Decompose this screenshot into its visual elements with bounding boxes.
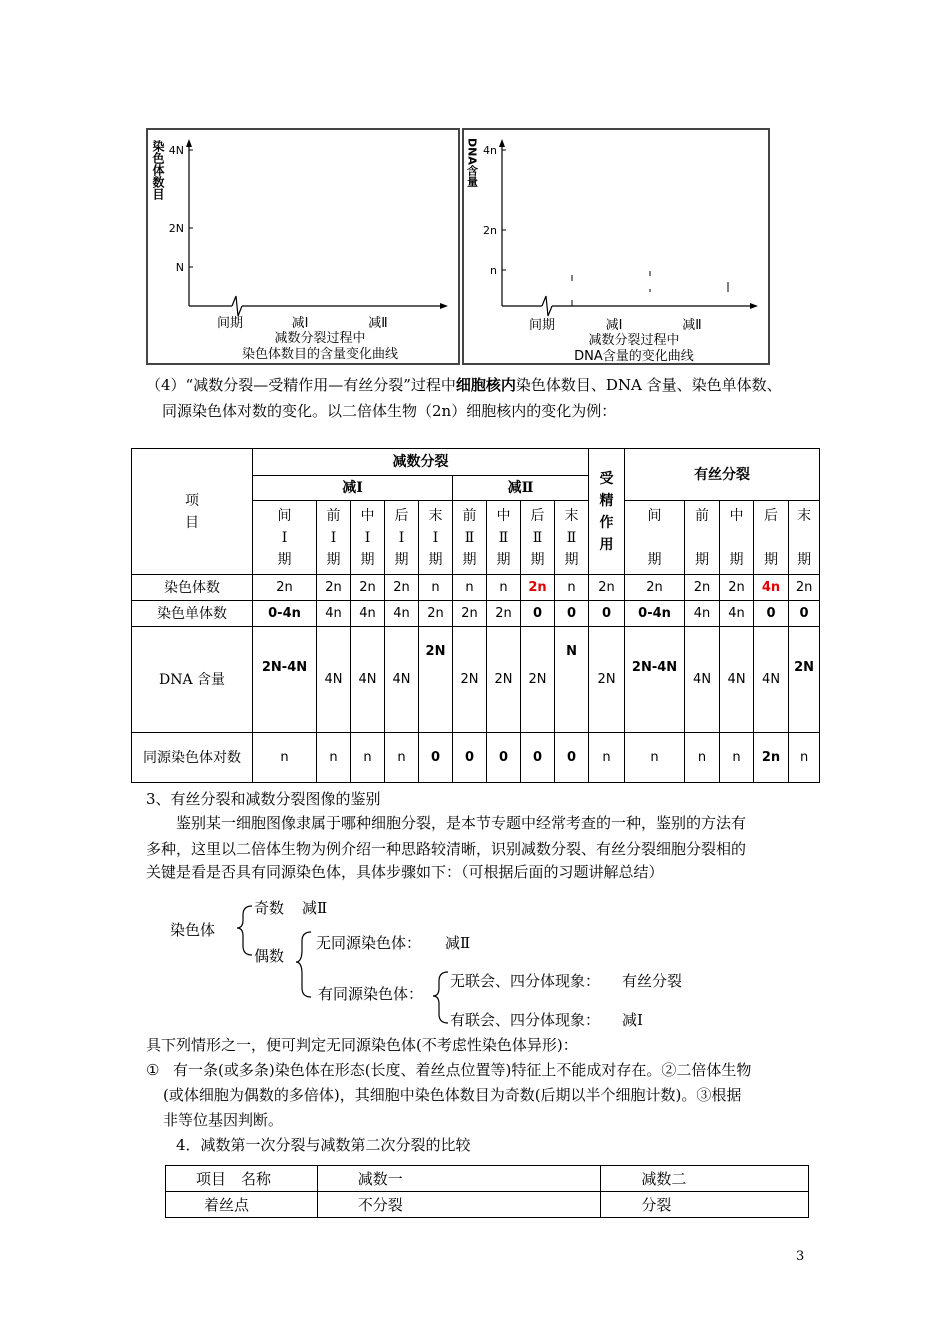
tree-no-homolog: 无同源染色体： — [316, 934, 422, 952]
row-label: DNA 含量 — [132, 627, 253, 733]
cmp-header-m1: 减数一 — [317, 1166, 601, 1192]
value-cell: 2n — [720, 575, 754, 601]
y-tick-label: 4N — [168, 144, 184, 157]
section3-title: 3、有丝分裂和减数分裂图像的鉴别 — [146, 790, 381, 808]
para4-prefix: （4）“减数分裂—受精作用—有丝分裂”过程中 — [146, 376, 456, 394]
criteria-line: 非等位基因判断。 — [163, 1111, 284, 1129]
value-cell-highlight: 2n — [521, 575, 555, 601]
y-axis-label: DNA含量 — [465, 138, 479, 187]
comparison-table — [165, 1165, 809, 1218]
cmp-header-item: 项目 名称 — [166, 1166, 318, 1192]
chart-title-line2: DNA含量的变化曲线 — [574, 349, 694, 363]
value-cell: 2n — [685, 575, 720, 601]
criteria-line: (或体细胞为偶数的多倍体)，其细胞中染色体数目为奇数(后期以半个细胞计数)。③根据 — [163, 1086, 742, 1104]
row-label: 染色体数 — [132, 575, 253, 601]
tree-has-homolog: 有同源染色体： — [318, 985, 424, 1003]
value-cell: 2n — [625, 575, 685, 601]
chart-dna-panel — [462, 128, 770, 365]
brace-even — [296, 932, 311, 997]
value-cell: n — [720, 733, 754, 783]
chart-chromosome-panel — [146, 128, 460, 365]
value-cell: 4n — [685, 601, 720, 627]
x-stage-label: 减Ⅰ — [605, 318, 623, 333]
value-cell: 2n — [487, 601, 521, 627]
y-tick-label: 4n — [483, 144, 497, 157]
y-tick-label: 2n — [483, 224, 497, 237]
brace-root — [237, 906, 252, 955]
cmp-cell: 着丝点 — [166, 1192, 318, 1218]
criteria-num: ① — [146, 1061, 160, 1079]
value-cell: 2n — [453, 601, 487, 627]
y-tick-label: n — [490, 264, 497, 277]
row-dna — [132, 627, 820, 733]
meiosis-header: 减数分裂 — [253, 449, 589, 476]
value-cell: 2N — [789, 627, 820, 733]
phase-cell: 前 Ⅰ 期 — [317, 501, 351, 575]
value-cell: 0-4n — [253, 601, 317, 627]
tree-root: 染色体 — [170, 921, 216, 939]
value-cell: n — [253, 733, 317, 783]
table-row — [166, 1192, 809, 1218]
chart-chromosome — [148, 130, 458, 363]
value-cell: 0 — [521, 601, 555, 627]
value-cell: 4n — [720, 601, 754, 627]
value-cell: 0 — [789, 601, 820, 627]
para4-bold: 细胞核内 — [455, 376, 516, 394]
brace-homolog — [433, 972, 448, 1023]
phase-cell: 间 期 — [625, 501, 685, 575]
value-cell: 4N — [685, 627, 720, 733]
criteria-intro: 具下列情形之一，便可判定无同源染色体(不考虑性染色体异形)： — [146, 1036, 578, 1054]
item-header: 项 目 — [132, 449, 253, 575]
value-cell: 0 — [754, 601, 789, 627]
chart-dna — [464, 130, 768, 363]
value-cell: 0-4n — [625, 601, 685, 627]
phase-cell: 中 Ⅱ 期 — [487, 501, 521, 575]
x-stage-label: 间期 — [528, 318, 556, 333]
phase-cell: 中 Ⅰ 期 — [351, 501, 385, 575]
phase-cell: 后 Ⅰ 期 — [385, 501, 419, 575]
para4-suffix: 染色体数目、DNA 含量、染色单体数、 — [515, 376, 782, 394]
value-cell: n — [625, 733, 685, 783]
mitosis-header: 有丝分裂 — [625, 449, 820, 501]
phase-cell: 末 期 — [789, 501, 820, 575]
section3-line: 关键是看是否具有同源染色体，具体步骤如下：（可根据后面的习题讲解总结） — [146, 863, 664, 881]
row-label: 同源染色体对数 — [132, 733, 253, 783]
value-cell: 0 — [419, 733, 453, 783]
chart-title-line1: 减数分裂过程中 — [588, 333, 680, 348]
value-cell: n — [385, 733, 419, 783]
value-cell: 4N — [754, 627, 789, 733]
value-cell: 2N — [453, 627, 487, 733]
value-cell: 0 — [453, 733, 487, 783]
tree-no-synapsis-result: 有丝分裂 — [622, 972, 683, 990]
y-axis-arrow — [499, 139, 505, 147]
value-cell: 0 — [555, 601, 589, 627]
value-cell: 2n — [789, 575, 820, 601]
value-cell: 2N-4N — [625, 627, 685, 733]
value-cell: n — [555, 575, 589, 601]
y-tick-label: N — [175, 261, 184, 274]
phase-cell: 后 期 — [754, 501, 789, 575]
comparison-header-row — [166, 1166, 809, 1192]
value-cell: 2n — [385, 575, 419, 601]
y-tick-label: 2N — [168, 222, 184, 235]
tree-no-synapsis: 无联会、四分体现象： — [450, 972, 601, 990]
value-cell: 2N — [487, 627, 521, 733]
value-cell: n — [419, 575, 453, 601]
value-cell: 0 — [521, 733, 555, 783]
value-cell: n — [317, 733, 351, 783]
value-cell: 2n — [253, 575, 317, 601]
row-homolog — [132, 733, 820, 783]
x-axis-arrow — [440, 303, 448, 309]
value-cell: 4N — [317, 627, 351, 733]
tree-odd: 奇数 — [254, 899, 285, 917]
para4-line1 — [146, 372, 782, 398]
value-cell: n — [351, 733, 385, 783]
row-label: 染色单体数 — [132, 601, 253, 627]
value-cell: 4N — [720, 627, 754, 733]
tree-has-synapsis: 有联会、四分体现象： — [450, 1011, 601, 1029]
value-cell: n — [789, 733, 820, 783]
phase-cell: 前 期 — [685, 501, 720, 575]
value-cell: 2N — [521, 627, 555, 733]
para4-line2: 同源染色体对数的变化。以二倍体生物（2n）细胞核内的变化为例： — [162, 402, 617, 420]
section3-line: 多种，这里以二倍体生物为例介绍一种思路较清晰，识别减数分裂、有丝分裂细胞分裂相的 — [146, 840, 747, 858]
phase-cell: 前 Ⅱ 期 — [453, 501, 487, 575]
cmp-cell: 不分裂 — [317, 1192, 601, 1218]
meiosis1-header: 减Ⅰ — [253, 476, 453, 501]
value-cell: 4N — [385, 627, 419, 733]
y-axis-label: 染色体数目 — [151, 140, 165, 200]
x-stage-label: 间期 — [216, 316, 244, 331]
value-cell: 4n — [317, 601, 351, 627]
value-cell: 2n — [419, 601, 453, 627]
axis-break — [542, 296, 552, 316]
cmp-cell: 分裂 — [601, 1192, 809, 1218]
fertilization-header: 受 精 作 用 — [589, 449, 625, 575]
x-stage-label: 减Ⅰ — [291, 316, 309, 331]
section4-title: 4．减数第一次分裂与减数第二次分裂的比较 — [176, 1136, 471, 1154]
value-cell: 2n — [351, 575, 385, 601]
value-cell: 0 — [555, 733, 589, 783]
value-cell: N — [555, 627, 589, 733]
value-cell: 4n — [351, 601, 385, 627]
criteria-line: 有一条(或多条)染色体在形态(长度、着丝点位置等)特征上不能成对存在。②二倍体生物 — [173, 1061, 752, 1079]
tree-even: 偶数 — [254, 947, 285, 965]
page-number: 3 — [796, 1249, 805, 1264]
value-cell: n — [453, 575, 487, 601]
value-cell: 2n — [317, 575, 351, 601]
tree-odd-result: 减Ⅱ — [302, 899, 328, 917]
section3-line: 鉴别某一细胞图像隶属于哪种细胞分裂，是本节专题中经常考查的一种，鉴别的方法有 — [176, 814, 747, 832]
phase-cell: 后 Ⅱ 期 — [521, 501, 555, 575]
value-cell-highlight: 4n — [754, 575, 789, 601]
row-chromosome — [132, 575, 820, 601]
value-cell: 0 — [487, 733, 521, 783]
cmp-header-m2: 减数二 — [601, 1166, 809, 1192]
phase-cell: 间 Ⅰ 期 — [253, 501, 317, 575]
value-cell: 2n — [589, 575, 625, 601]
value-cell: 2N-4N — [253, 627, 317, 733]
tree-no-homolog-result: 减Ⅱ — [445, 934, 471, 952]
value-cell: 0 — [589, 601, 625, 627]
axis-break — [232, 296, 242, 316]
value-cell: 4N — [351, 627, 385, 733]
x-axis-arrow — [750, 303, 758, 309]
x-stage-label: 减Ⅱ — [368, 316, 388, 331]
meiosis2-header: 减Ⅱ — [453, 476, 589, 501]
value-cell: n — [589, 733, 625, 783]
value-cell: 4n — [385, 601, 419, 627]
tree-has-synapsis-result: 减Ⅰ — [622, 1011, 643, 1029]
stage-change-table — [131, 448, 820, 783]
chart-title-line2: 染色体数目的含量变化曲线 — [241, 347, 399, 362]
chart-title-line1: 减数分裂过程中 — [274, 331, 366, 346]
value-cell: n — [685, 733, 720, 783]
value-cell: 2N — [589, 627, 625, 733]
value-cell: 2n — [754, 733, 789, 783]
value-cell: 2N — [419, 627, 453, 733]
value-cell: n — [487, 575, 521, 601]
phase-cell: 末 Ⅰ 期 — [419, 501, 453, 575]
x-stage-label: 减Ⅱ — [682, 318, 702, 333]
row-chromatid — [132, 601, 820, 627]
phase-cell: 中 期 — [720, 501, 754, 575]
y-axis-arrow — [186, 139, 192, 147]
phase-cell: 末 Ⅱ 期 — [555, 501, 589, 575]
